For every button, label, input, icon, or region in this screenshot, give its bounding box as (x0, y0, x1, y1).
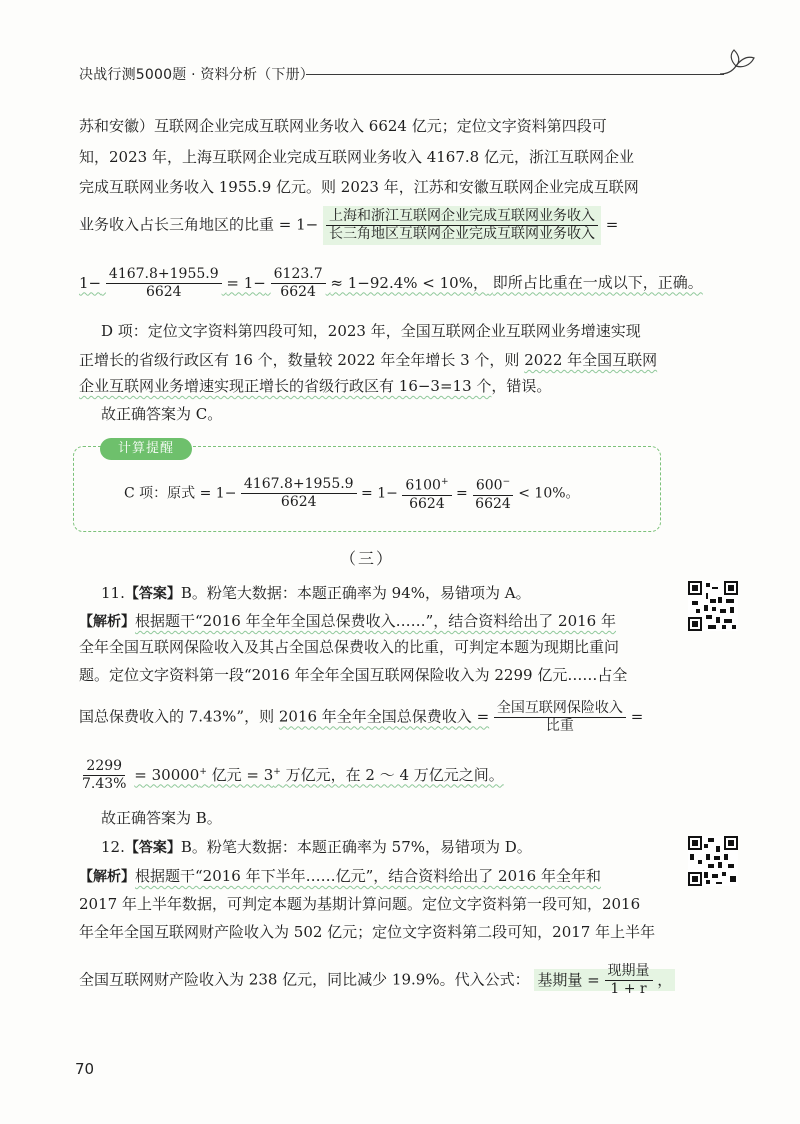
text-segment: = (455, 485, 468, 502)
answer-text: B。粉笔大数据：本题正确率为 57%，易错项为 D。 (180, 838, 532, 856)
superscript: + (199, 766, 207, 777)
fraction (402, 474, 451, 513)
text-segment: 1− (79, 273, 102, 292)
fraction-numerator (473, 474, 513, 496)
analysis-tag: 【解析】 (79, 869, 135, 885)
qr-code-icon[interactable] (688, 836, 738, 886)
fraction-denominator: 6624 (475, 495, 511, 512)
question-number: 12. (101, 838, 125, 856)
formula-line (79, 206, 661, 245)
answer-line: 故正确答案为 C。 (101, 405, 223, 423)
text-segment: ≈ 1−92.4% < 10%， (330, 273, 488, 292)
text-line: 知，2023 年，上海互联网企业完成互联网业务收入 4167.8 亿元，浙江互联网企业 (79, 148, 634, 166)
text-segment: 6100 (405, 477, 441, 494)
text-line (79, 611, 661, 632)
fraction-numerator: 全国互联网保险收入 (494, 700, 626, 718)
text-line: D 项：定位文字资料第四段可知，2023 年，全国互联网企业互联网业务增速实现 (101, 322, 641, 340)
text-line: 完成互联网业务收入 1955.9 亿元。则 2023 年，江苏和安徽互联网企业完成互联网 (79, 178, 639, 196)
text-line: 题。定位文字资料第一段“2016 年全年全国互联网保险收入为 2299 亿元……占全 (79, 666, 628, 684)
question-number: 11. (101, 584, 125, 602)
fraction-numerator: 4167.8+1955.9 (106, 266, 222, 284)
fraction (271, 266, 326, 301)
answer-tag: 【答案】 (124, 586, 181, 602)
text-segment: 600 (475, 477, 503, 494)
fraction-numerator: 2299 (83, 758, 125, 776)
page-number: 70 (75, 1060, 95, 1078)
text-line (79, 866, 661, 887)
text-segment: 根据题干“2016 年全年全国总保费收入……”，结合资料给出了 2016 年 (135, 612, 616, 630)
analysis-tag: 【解析】 (79, 614, 135, 630)
text-segment: = 1− (226, 273, 266, 292)
answer-line: 故正确答案为 B。 (101, 809, 222, 827)
text-segment: ， (657, 970, 673, 989)
calculation-reminder-tag: 计算提醒 (100, 438, 192, 460)
fraction (605, 963, 653, 998)
text-segment: 2016 年全年全国总保费收入 = (278, 707, 490, 726)
text-segment: 全国互联网财产险收入为 238 亿元，同比减少 19.9%。代入公式： (79, 970, 530, 989)
superscript: + (440, 477, 449, 487)
formula-segment (79, 266, 493, 300)
fraction-numerator: 现期量 (605, 963, 653, 981)
text-segment: = 30000 (134, 765, 200, 784)
fraction-denominator: 6624 (280, 493, 317, 510)
fraction (472, 474, 514, 513)
text-segment: 亿元 = 3 (206, 765, 274, 784)
fraction (79, 758, 129, 793)
fraction-numerator (402, 474, 451, 496)
text-segment: C 项：原式 = 1− (124, 485, 237, 502)
text-segment: 企业互联网业务增速实现正增长的省级行政区有 16−3=13 个 (79, 377, 492, 395)
fraction (323, 206, 601, 245)
text-segment: = 1− (361, 485, 398, 502)
text-line: 2017 年上半年数据，可判定本题为基期计算问题。定位文字资料第一段可知，2016 (79, 895, 641, 913)
fraction-numerator: 上海和浙江互联网企业完成互联网业务收入 (326, 208, 598, 226)
question-answer-line (101, 837, 683, 858)
leaf-icon (716, 48, 756, 78)
text-segment: 2022 年全国互联网 (524, 351, 658, 369)
formula-line (79, 963, 673, 998)
text-segment: 万亿元，在 2 ～ 4 万亿元之间。 (280, 765, 504, 784)
text-segment: 业务收入占长三角地区的比重 = 1− (79, 215, 319, 234)
fraction-denominator: 1 + r (610, 981, 647, 997)
answer-tag: 【答案】 (124, 840, 181, 856)
header-rule (306, 74, 724, 75)
text-line (79, 350, 661, 370)
conclusion-text: 即所占比重在一成以下，正确。 (492, 273, 703, 292)
superscript: + (273, 766, 281, 777)
fraction-denominator: 比重 (545, 718, 574, 734)
fraction-denominator: 6624 (145, 284, 182, 300)
answer-text: B。粉笔大数据：本题正确率为 94%，易错项为 A。 (180, 584, 531, 602)
text-segment: 正增长的省级行政区有 16 个，数量较 2022 年全年增长 3 个，则 (79, 351, 525, 369)
text-segment: < 10%。 (518, 485, 580, 502)
question-answer-line (101, 583, 683, 604)
text-line: 年全年全国互联网财产险收入为 502 亿元；定位文字资料第二段可知，2017 年上半年 (79, 923, 656, 941)
formula-line (79, 700, 661, 735)
fraction-denominator: 7.43% (82, 776, 127, 792)
text-line (79, 376, 661, 396)
running-header-title: 决战行测5000题 · 资料分析（下册） (79, 67, 314, 83)
text-line: 苏和安徽）互联网企业完成互联网业务收入 6624 亿元；定位文字资料第四段可 (79, 117, 607, 135)
section-title: （三） (340, 549, 395, 568)
formula-line (79, 266, 703, 301)
qr-code-icon[interactable] (688, 581, 738, 631)
callout-formula (124, 474, 706, 513)
text-segment: 国总保费收入的 7.43%”，则 (79, 707, 279, 726)
superscript: − (502, 477, 511, 487)
fraction-denominator: 6624 (409, 495, 445, 512)
text-line: 全年全国互联网保险收入及其占全国总保费收入的比重，可判定本题为现期比重问 (79, 638, 620, 656)
formula-line (79, 758, 661, 793)
text-segment: 基期量 = (537, 970, 600, 989)
fraction-numerator: 4167.8+1955.9 (241, 476, 357, 494)
fraction (241, 476, 357, 511)
equals-sign: = (605, 215, 619, 234)
fraction (106, 266, 222, 301)
formula-highlight (534, 963, 675, 997)
text-segment (134, 766, 504, 784)
fraction-denominator: 6624 (280, 284, 316, 300)
fraction-numerator: 6123.7 (271, 266, 326, 284)
fraction (494, 700, 626, 735)
equals-sign: = (630, 707, 644, 726)
fraction-denominator: 长三角地区互联网企业完成互联网业务收入 (329, 226, 595, 242)
text-segment: ，错误。 (491, 377, 552, 395)
text-segment: 根据题干“2016 年下半年……亿元”，结合资料给出了 2016 年全年和 (135, 867, 601, 885)
